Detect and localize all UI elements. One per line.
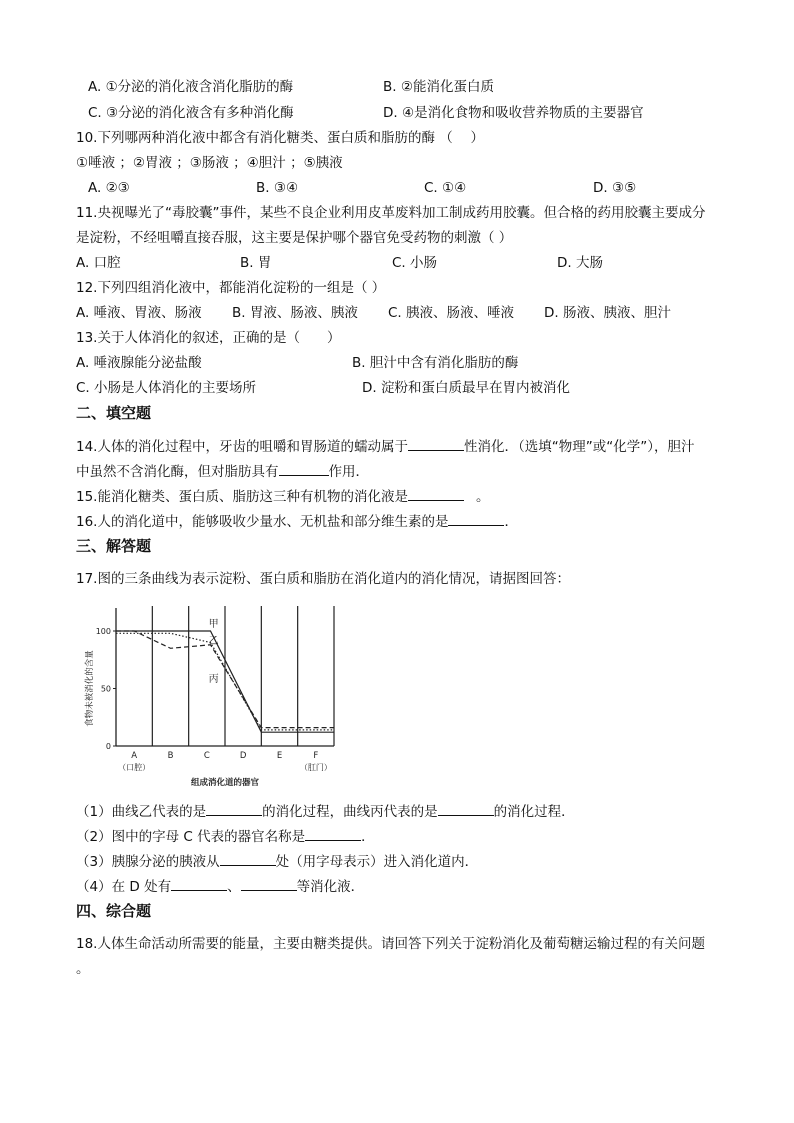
q17-stem: 17.图的三条曲线为表示淀粉、蛋白质和脂肪在消化道内的消化情况，请据图回答： bbox=[76, 571, 570, 587]
digestion-chart bbox=[76, 598, 346, 790]
q12-option-d: D. 肠液、胰液、胆汁 bbox=[544, 305, 671, 321]
q16 bbox=[76, 512, 518, 531]
q14-text-3: 中虽然不含消化酶，但对脂肪具有 bbox=[76, 464, 279, 480]
q11-option-d: D. 大肠 bbox=[557, 255, 603, 271]
answer-blank[interactable] bbox=[305, 827, 361, 841]
y-axis-label: 食物未被消化的含量 bbox=[85, 650, 95, 727]
q9-option-a: A. ①分泌的消化液含消化脂肪的酶 bbox=[88, 79, 294, 95]
q15 bbox=[76, 487, 489, 506]
q11-option-a: A. 口腔 bbox=[76, 255, 121, 271]
answer-blank[interactable] bbox=[279, 462, 329, 476]
y-tick-label: 0 bbox=[105, 742, 111, 751]
x-category-label: A bbox=[131, 751, 138, 761]
q12-option-c: C. 胰液、肠液、唾液 bbox=[388, 305, 515, 321]
x-category-label: D bbox=[239, 751, 247, 761]
x-category-sublabel: （肛门） bbox=[299, 763, 332, 772]
q9-option-c: C. ③分泌的消化液含有多种消化酶 bbox=[88, 105, 294, 121]
q18-line2: 。 bbox=[76, 961, 90, 977]
answer-blank[interactable] bbox=[241, 877, 297, 891]
section-heading-fill-in: 二、填空题 bbox=[76, 404, 152, 422]
q17-sub1-text-3: 的消化过程． bbox=[493, 804, 575, 820]
q13-option-c: C. 小肠是人体消化的主要场所 bbox=[76, 380, 257, 396]
q9-option-d: D. ④是消化食物和吸收营养物质的主要器官 bbox=[383, 105, 644, 121]
q14-text-4: 作用． bbox=[328, 464, 369, 480]
q9-option-b: B. ②能消化蛋白质 bbox=[383, 79, 494, 95]
q14-text-1: 14.人体的消化过程中，牙齿的咀嚼和胃肠道的蠕动属于 bbox=[76, 439, 408, 455]
x-category-label: B bbox=[167, 751, 174, 761]
q10-option-d: D. ③⑤ bbox=[593, 180, 637, 196]
q17-sub1-text-2: 的消化过程，曲线丙代表的是 bbox=[262, 804, 438, 820]
q17-sub2-text: （2）图中的字母 C 代表的器官名称是 bbox=[76, 829, 306, 845]
q17-sub2-end: ． bbox=[361, 829, 375, 845]
x-category-sublabel: （口腔） bbox=[118, 763, 151, 772]
answer-blank[interactable] bbox=[220, 852, 276, 866]
answer-blank[interactable] bbox=[171, 877, 227, 891]
q17-sub3 bbox=[76, 852, 478, 871]
q10-option-a: A. ②③ bbox=[88, 180, 130, 196]
answer-blank[interactable] bbox=[408, 487, 464, 501]
x-category-label: F bbox=[313, 751, 319, 761]
q17-sub1-text-1: （1）曲线乙代表的是 bbox=[76, 804, 207, 820]
series-label: 乙 bbox=[208, 636, 219, 647]
x-axis-label: 组成消化道的器官 bbox=[190, 778, 260, 788]
answer-blank[interactable] bbox=[408, 437, 464, 451]
q13-option-b: B. 胆汁中含有消化脂肪的酶 bbox=[352, 355, 519, 371]
q16-text: 16.人的消化道中，能够吸收少量水、无机盐和部分维生素的是 bbox=[76, 514, 449, 530]
q12-option-b: B. 胃液、肠液、胰液 bbox=[232, 305, 358, 321]
q13-option-d: D. 淀粉和蛋白质最早在胃内被消化 bbox=[362, 380, 570, 396]
q18-line1: 18.人体生命活动所需要的能量，主要由糖类提供。请回答下列关于淀粉消化及葡萄糖运输过程的有关问题 bbox=[76, 936, 705, 952]
section-heading-answer: 三、解答题 bbox=[76, 537, 152, 555]
q11-option-c: C. 小肠 bbox=[392, 255, 438, 271]
q17-sub2 bbox=[76, 827, 375, 846]
q17-sub3-end: 处（用字母表示）进入消化道内． bbox=[275, 854, 479, 870]
q15-end: 。 bbox=[475, 489, 490, 505]
q12-stem: 12.下列四组消化液中，都能消化淀粉的一组是（ ） bbox=[76, 280, 386, 296]
x-category-label: E bbox=[276, 751, 283, 761]
y-tick-label: 100 bbox=[95, 627, 111, 636]
answer-blank[interactable] bbox=[448, 512, 504, 526]
x-category-label: C bbox=[203, 751, 210, 761]
q17-sub4 bbox=[76, 877, 364, 896]
q11-line1: 11.央视曝光了“毒胶囊”事件，某些不良企业利用皮革废料加工制成药用胶囊。但合格的药用胶囊主要成分 bbox=[76, 205, 706, 221]
q10-option-b: B. ③④ bbox=[256, 180, 299, 196]
answer-blank[interactable] bbox=[206, 802, 262, 816]
q13-stem: 13.关于人体消化的叙述，正确的是（ ） bbox=[76, 330, 341, 346]
y-tick-label: 50 bbox=[100, 684, 111, 694]
section-heading-comprehensive: 四、综合题 bbox=[76, 902, 152, 920]
q14-text-2: 性消化．（选填“物理”或“化学”），胆汁 bbox=[463, 439, 695, 455]
answer-blank[interactable] bbox=[438, 802, 494, 816]
q10-items: ①唾液 ；②胃液 ；③肠液 ；④胆汁 ；⑤胰液 bbox=[76, 155, 343, 171]
q14-line2 bbox=[76, 462, 369, 481]
q12-option-a: A. 唾液、胃液、肠液 bbox=[76, 305, 202, 321]
q14-line1 bbox=[76, 437, 694, 456]
q17-sub4-end: 等消化液． bbox=[296, 879, 365, 895]
q17-sub3-text: （3）胰腺分泌的胰液从 bbox=[76, 854, 220, 870]
q10-stem: 10.下列哪两种消化液中都含有消化糖类、蛋白质和脂肪的酶 （ ） bbox=[76, 130, 485, 146]
q16-end: ． bbox=[504, 514, 518, 530]
q15-text: 15.能消化糖类、蛋白质、脂肪这三种有机物的消化液是 bbox=[76, 489, 408, 505]
q17-sub1 bbox=[76, 802, 575, 821]
q17-sub4-sep: 、 bbox=[227, 879, 241, 895]
q10-option-c: C. ①④ bbox=[424, 180, 467, 196]
series-label: 丙 bbox=[208, 674, 219, 685]
q17-sub4-text: （4）在 D 处有 bbox=[76, 879, 172, 895]
q11-line2: 是淀粉，不经咀嚼直接吞服，这主要是保护哪个器官免受药物的刺激（ ） bbox=[76, 230, 513, 246]
q13-option-a: A. 唾液腺能分泌盐酸 bbox=[76, 355, 202, 371]
series-label: 甲 bbox=[208, 619, 219, 630]
q11-option-b: B. 胃 bbox=[240, 255, 272, 271]
